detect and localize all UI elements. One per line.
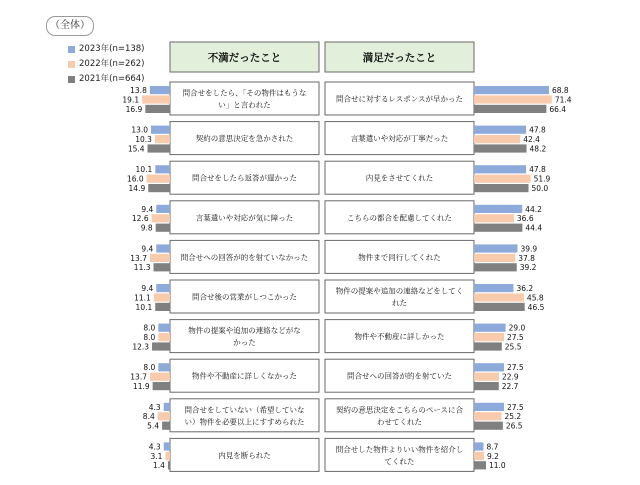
bar (474, 86, 549, 94)
category-label: 契約の意思決定をこちらのペースに合 (335, 405, 464, 415)
bar (164, 442, 170, 450)
bar-value-label: 12.6 (131, 214, 149, 224)
bar (156, 224, 170, 232)
bar (474, 224, 522, 232)
bar (148, 184, 170, 192)
bar (148, 144, 170, 152)
bar-value-label: 11.9 (132, 382, 150, 391)
bar (474, 105, 546, 113)
bar (474, 333, 504, 341)
bar-value-label: 44.2 (525, 204, 542, 214)
category-label: 問合せに対するレスポンスが早かった (335, 94, 464, 104)
category-label: 内見をさせてくれた (365, 173, 434, 183)
bar-value-label: 1.4 (153, 461, 165, 471)
category-label: 物件や不動産に詳しくなかった (192, 371, 297, 381)
category-label: わせてくれた (377, 417, 422, 427)
category-label: 問合せをしていない（希望していな (184, 405, 305, 415)
category-label: 問合せした物件よりいい物件を紹介し (335, 444, 464, 454)
bar-value-label: 11.0 (488, 461, 506, 471)
bar-value-label: 15.4 (127, 144, 145, 154)
bar (155, 303, 170, 311)
bar-value-label: 4.3 (148, 402, 161, 412)
category-label: 物件の提案や追加の連絡などがな (188, 326, 301, 336)
bar-value-label: 11.3 (133, 263, 151, 273)
bar-value-label: 27.5 (506, 363, 524, 373)
bar (474, 412, 501, 420)
category-box (170, 320, 319, 353)
bar-value-label: 29.0 (508, 323, 526, 333)
bar (474, 373, 499, 381)
category-box (325, 438, 474, 471)
bar (474, 382, 499, 390)
category-label: 内見を断られた (218, 450, 271, 460)
legend-label-2023: 2023年(n=138) (79, 44, 145, 54)
bar-value-label: 19.1 (122, 95, 140, 105)
bar (474, 422, 503, 430)
category-label: 問合せ後の営業がしつこかった (192, 292, 297, 302)
bar (154, 263, 170, 271)
category-label: い）物件を必要以上にすすめられた (184, 417, 305, 427)
bar (474, 303, 525, 311)
bar (474, 144, 527, 152)
category-label: 物件まで同行してくれた (358, 252, 441, 262)
bar (474, 135, 520, 143)
bar-value-label: 51.9 (533, 174, 551, 184)
bar (474, 461, 486, 469)
bar (168, 461, 170, 469)
bar-value-label: 11.1 (134, 293, 151, 303)
bar-value-label: 8.0 (143, 363, 156, 373)
bar-value-label: 8.0 (143, 333, 156, 342)
bar (142, 95, 170, 103)
bar-value-label: 71.4 (554, 95, 572, 105)
category-label: てくれた (384, 456, 415, 466)
bar (474, 214, 514, 222)
category-label: かった (233, 338, 256, 348)
bar-value-label: 44.4 (525, 223, 543, 233)
bar-value-label: 22.9 (501, 372, 519, 382)
bar (156, 205, 170, 213)
bar-value-label: 25.5 (504, 342, 522, 352)
bar (474, 95, 552, 103)
bar-value-label: 10.3 (135, 135, 152, 144)
bar-value-label: 37.8 (518, 253, 535, 263)
bar-value-label: 47.8 (529, 165, 546, 175)
category-label: い」と言われた (218, 100, 271, 110)
bar (474, 254, 515, 262)
bar-value-label: 16.9 (125, 104, 143, 114)
bar (474, 293, 524, 301)
bar-value-label: 13.0 (131, 125, 149, 135)
bar (156, 284, 170, 292)
category-box (325, 399, 474, 432)
bar-value-label: 9.4 (141, 284, 154, 293)
category-label: れた (392, 298, 407, 308)
bar-value-label: 13.7 (130, 253, 147, 263)
bar (158, 412, 170, 420)
bar (158, 324, 170, 332)
bar (474, 126, 526, 134)
bar (150, 373, 170, 381)
bar-value-label: 5.4 (147, 421, 160, 431)
bar-value-label: 42.4 (523, 135, 540, 144)
bar (145, 105, 170, 113)
bar-value-label: 14.9 (128, 184, 146, 193)
bar-value-label: 8.0 (143, 323, 156, 333)
bar-value-label: 22.7 (501, 382, 519, 391)
bar-value-label: 45.8 (526, 293, 544, 303)
bar (474, 175, 531, 183)
bar-value-label: 8.4 (142, 412, 155, 422)
bar (152, 214, 170, 222)
bar-value-label: 46.5 (527, 302, 545, 312)
bar-value-label: 12.3 (132, 342, 150, 352)
bar (474, 342, 502, 350)
category-label: 問合せへの回答が的を射ていた (347, 371, 452, 381)
bar (150, 86, 170, 94)
bar (474, 324, 506, 332)
category-box (170, 399, 319, 432)
bar (151, 126, 170, 134)
bar-value-label: 10.1 (135, 302, 153, 312)
category-label: 物件や不動産に詳しかった (354, 332, 445, 342)
bar-value-label: 39.9 (520, 244, 538, 254)
bar-value-label: 26.5 (505, 421, 523, 431)
bar (474, 184, 529, 192)
legend-label-2022: 2022年(n=262) (79, 59, 145, 69)
bar-value-label: 9.4 (141, 204, 154, 214)
bar-value-label: 27.5 (506, 333, 524, 342)
bar-value-label: 10.1 (135, 165, 153, 175)
bar-value-label: 27.5 (506, 402, 524, 412)
bar-value-label: 47.8 (529, 125, 546, 135)
panel-header-title: 不満だったこと (207, 52, 282, 64)
bar-value-label: 68.8 (551, 86, 569, 95)
category-label: 物件の提案や追加の連絡などをしてく (335, 286, 464, 296)
bar (153, 382, 170, 390)
bar (152, 342, 170, 350)
bar-value-label: 39.2 (519, 263, 537, 273)
bar (474, 244, 517, 252)
bar (165, 452, 170, 460)
bar (474, 403, 504, 411)
bar (154, 293, 170, 301)
category-label: こちらの都合を配慮してくれた (347, 213, 452, 223)
panel-dissatisfied (122, 42, 319, 471)
panel-satisfied (325, 42, 572, 471)
bar (150, 254, 170, 262)
bar (164, 403, 170, 411)
bar (155, 165, 170, 173)
category-label: 言葉遣いや対応が丁寧だった (350, 134, 449, 144)
bar-value-label: 25.2 (504, 412, 522, 422)
category-label: 契約の意思決定を急かされた (195, 134, 294, 144)
category-label: 問合せをしたら返答が遅かった (192, 173, 297, 183)
scope-label: （全体） (46, 16, 94, 36)
bar-value-label: 36.2 (516, 284, 534, 293)
bar-value-label: 13.7 (130, 372, 147, 382)
bar-value-label: 50.0 (531, 184, 549, 193)
bar-value-label: 66.4 (549, 104, 567, 114)
bar-value-label: 3.1 (150, 451, 163, 461)
bar (474, 363, 504, 371)
bar (474, 284, 513, 292)
bar (474, 205, 522, 213)
panel-header-title: 満足だったこと (362, 52, 437, 64)
bar (474, 442, 483, 450)
category-label: 問合せへの回答が的を射ていなかった (180, 252, 309, 262)
category-label: 言葉遣いや対応が気に障った (195, 213, 294, 223)
bar (158, 333, 170, 341)
bar (156, 244, 170, 252)
bar (155, 135, 170, 143)
category-box (170, 82, 319, 115)
category-box (325, 280, 474, 313)
bar (147, 175, 170, 183)
bar (474, 165, 526, 173)
bar-value-label: 8.7 (486, 442, 499, 452)
bar-value-label: 9.2 (487, 451, 499, 461)
bar-value-label: 9.4 (141, 244, 154, 254)
bar-value-label: 9.8 (140, 223, 153, 233)
bar (474, 263, 517, 271)
bar-value-label: 13.8 (130, 86, 147, 95)
bar-value-label: 48.2 (529, 144, 547, 154)
bar (162, 422, 170, 430)
bar-value-label: 4.3 (148, 442, 161, 452)
bar-value-label: 16.0 (126, 174, 144, 184)
legend-label-2021: 2021年(n=664) (79, 74, 145, 84)
bar (474, 452, 484, 460)
bar (158, 363, 170, 371)
bar-value-label: 36.6 (516, 214, 534, 224)
category-label: 問合せをしたら、「その物件はもうな (182, 88, 307, 98)
